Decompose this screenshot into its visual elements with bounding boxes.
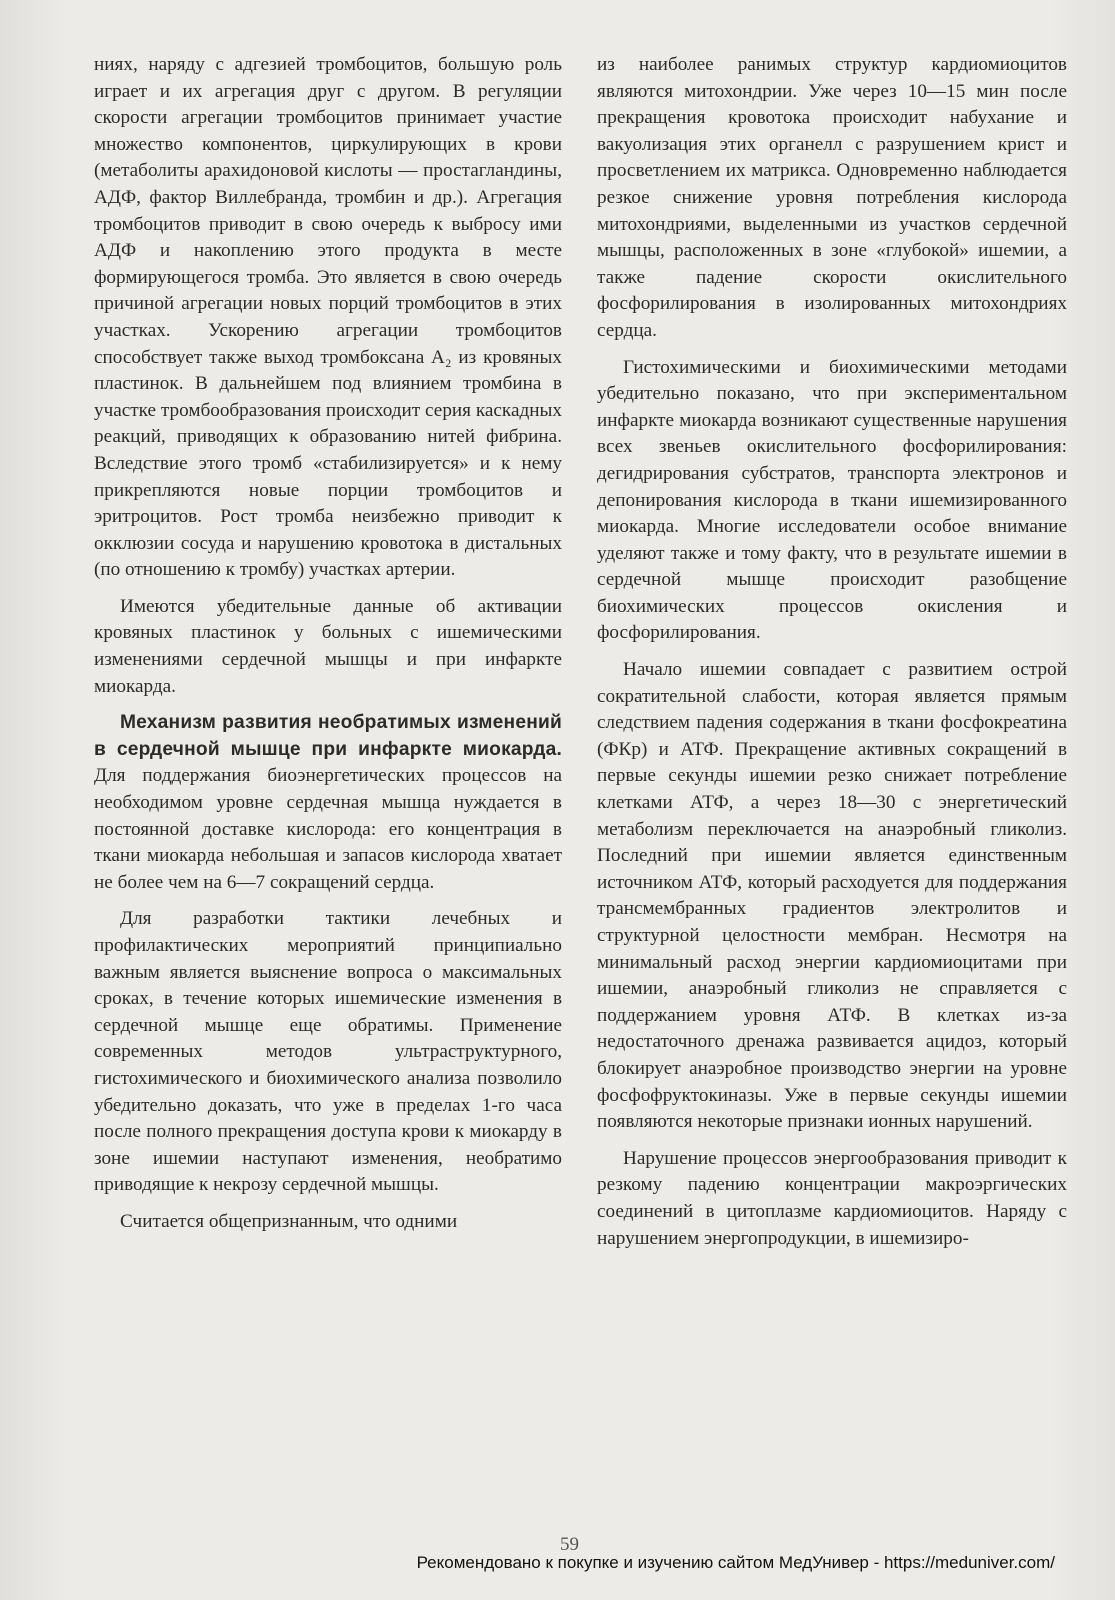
paragraph: Считается общепризнанным, что одними <box>120 1210 458 1232</box>
paragraph: ниях, наряду с адгезией тромбоцитов, большую роль играет и их агрегация друг с другом. В регуляции скорости агрегации тромбоцитов принимает участие множество компонентов, циркулирующих в крови (метаболиты арахидоновой кислоты — простагландины, АДФ, фактор Виллебранда, тромбин и др.). Агрегация тромбоцитов приводит в свою очередь к выбросу ими АДФ и накоплению этого продукта в месте формирующегося тромба. Это является в свою очередь причиной агрегации новых порций тромбоцитов в этих участках. Ускорению агрегации тромбоцитов способствует также выход тромбоксана А₂ из кровяных пластинок. В дальнейшем под влиянием тромбина в участке тромбообразования происходит серия каскадных реакций, приводящих к образованию нитей фибрина. Вследствие этого тромб «стабилизируется» и к нему прикрепляются новые порции тромбоцитов и эритроцитов. Рост тромба неизбежно приводит к окклюзии сосуда и нарушению кровотока в дистальных (по отношению к тромбу) участках артерии. <box>94 54 562 581</box>
paragraph-text: Для поддержания биоэнергетических процессов на необходимом уровне сердечная мышца нуждается в постоянной доставке кислорода: его концентрация в ткани миокарда небольшая и запасов кислорода хватает не более чем на 6—7 сокращений сердца. <box>94 765 562 893</box>
section-heading: Механизм развития необратимых изменений в сердечной мышце при инфаркте миокарда. <box>94 712 562 760</box>
paragraph: Имеются убедительные данные об активации кровяных пластинок у больных с ишемическими изменениями сердечной мышцы и при инфаркте миокарда. <box>94 595 562 697</box>
paragraph: Нарушение процессов энергообразования приводит к резкому падению концентрации макроэргических соединений в цитоплазме кардиомиоцитов. Наряду с нарушением энергопродукции, в ишемизиро- <box>597 1147 1067 1249</box>
paragraph: из наиболее ранимых структур кардиомиоцитов являются митохондрии. Уже через 10—15 мин после прекращения кровотока происходит набухание и вакуолизация этих органелл с разрушением крист и просветлением их матрикса. Одновременно наблюдается резкое снижение уровня потребления кислорода митохондриями, выделенными из участков сердечной мышцы, расположенных в зоне «глубокой» ишемии, а также падение скорости окислительного фосфорилирования в изолированных митохондриях сердца. <box>597 54 1067 341</box>
footer <box>0 1553 1115 1573</box>
paragraph: Гистохимическими и биохимическими методами убедительно показано, что при экспериментальном инфаркте миокарда возникают существенные нарушения всех звеньев окислительного фосфорилирования: дегидрирования субстратов, транспорта электронов и депонирования кислорода в ткани ишемизированного миокарда. Многие исследователи особое внимание уделяют также и тому факту, что в результате ишемии в сердечной мышце происходит разобщение биохимических процессов окисления и фосфорилирования. <box>597 356 1067 644</box>
right-column <box>597 52 1067 1262</box>
paragraph: Для разработки тактики лечебных и профилактических мероприятий принципиально важным является выяснение вопроса о максимальных сроках, в течение которых ишемические изменения в сердечной мышце еще обратимы. Применение современных методов ультраструктурного, гистохимического и биохимического анализа позволило убедительно доказать, что уже в пределах 1-го часа после полного прекращения доступа крови к миокарду в зоне ишемии наступают изменения, необратимо приводящие к некрозу сердечной мышцы. <box>94 908 562 1196</box>
paragraph-with-heading <box>94 710 562 896</box>
page-number: 59 <box>560 1534 579 1555</box>
paragraph: Начало ишемии совпадает с развитием острой сократительной слабости, которая является прямым следствием падения содержания в ткани фосфокреатина (ФКр) и АТФ. Прекращение активных сокращений в первые секунды ишемии резко снижает потребление клетками АТФ, а через 18—30 с энергетический метаболизм переключается на анаэробный гликолиз. Последний при ишемии является единственным источником АТФ, который расходуется для поддержания трансмембранных градиентов электролитов и структурной целостности мембран. Несмотря на минимальный расход энергии кардиомиоцитами при ишемии, анаэробный гликолиз не справляется с поддержанием уровня АТФ. В клетках из-за недостаточного дренажа развивается ацидоз, который блокирует анаэробное производство энергии на уровне фосфофруктокиназы. Уже в первые секунды ишемии появляются некоторые признаки ионных нарушений. <box>597 659 1067 1133</box>
left-column <box>94 52 562 1246</box>
footer-text[interactable]: Рекомендовано к покупке и изучению сайтом МедУнивер - https://meduniver.com/ <box>416 1553 1055 1572</box>
